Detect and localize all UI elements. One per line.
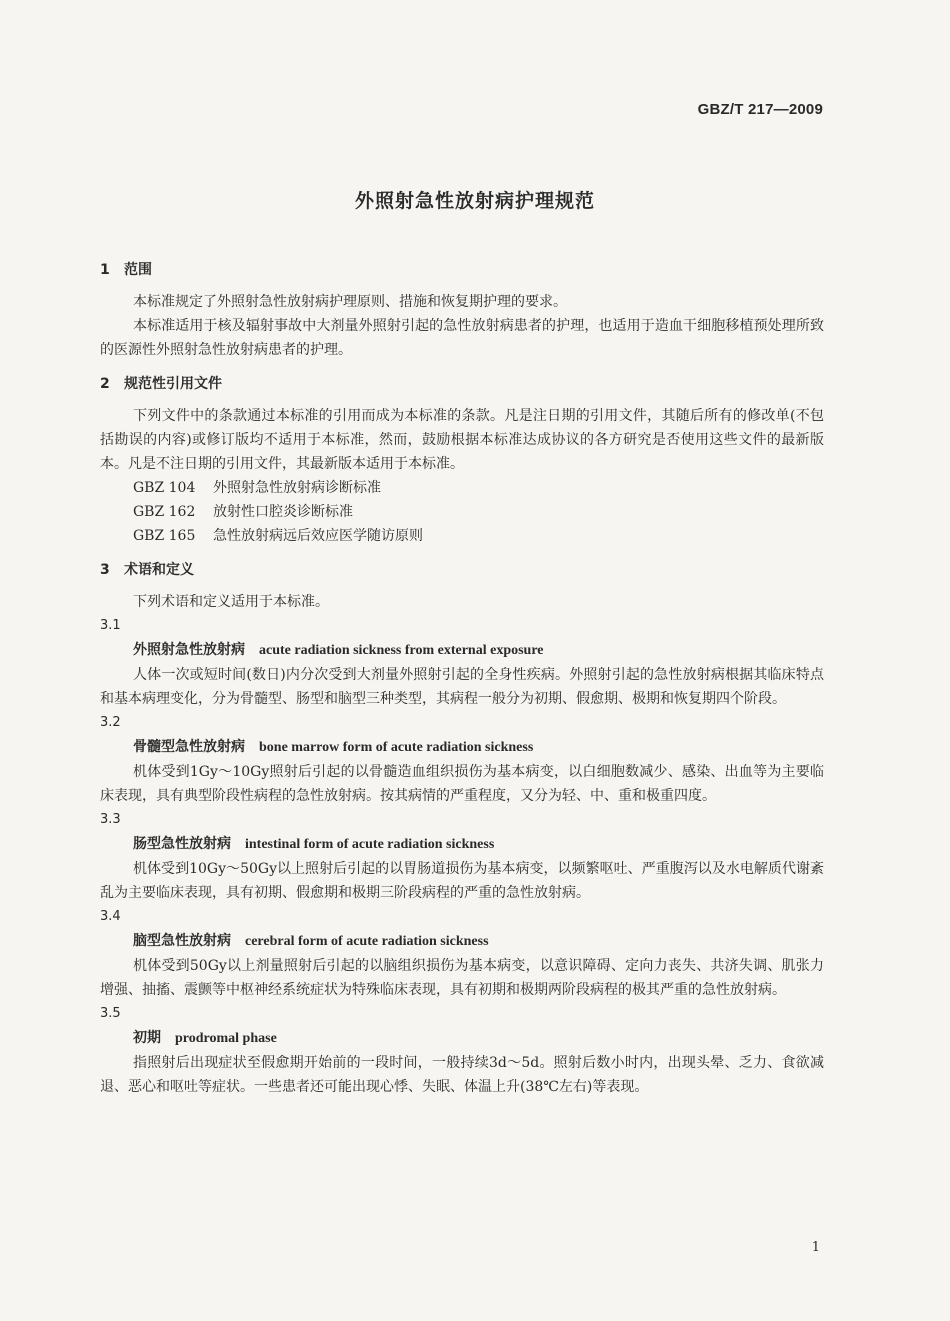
- section-heading-normative-references: [100, 372, 824, 396]
- section-number: 1: [100, 262, 110, 278]
- reference-code: GBZ 104: [133, 480, 196, 496]
- section-number: 2: [100, 376, 110, 392]
- reference-code: GBZ 165: [133, 528, 196, 544]
- paragraph: 下列文件中的条款通过本标准的引用而成为本标准的条款。凡是注日期的引用文件，其随后所有的修改单(不包括勘误的内容)或修订版均不适用于本标准，然而，鼓励根据本标准达成协议的各方研究是否使用这些文件的最新版本。凡是不注日期的引用文件，其最新版本适用于本标准。: [100, 408, 824, 472]
- paragraph: 本标准规定了外照射急性放射病护理原则、措施和恢复期护理的要求。: [133, 294, 567, 310]
- term-entry: [100, 735, 824, 760]
- term-number: 3.4: [100, 909, 121, 924]
- standard-number: GBZ/T 217—2009: [697, 101, 823, 118]
- reference-item: [100, 500, 824, 524]
- term-english: cerebral form of acute radiation sickness: [245, 934, 489, 949]
- paragraph: 下列术语和定义适用于本标准。: [133, 594, 329, 610]
- reference-title: 急性放射病远后效应医学随访原则: [213, 528, 423, 544]
- term-english: intestinal form of acute radiation sickness: [245, 837, 495, 852]
- term-chinese: 骨髓型急性放射病: [133, 739, 245, 755]
- term-number: 3.3: [100, 812, 121, 827]
- term-number: 3.5: [100, 1006, 121, 1021]
- term-entry: [100, 638, 824, 663]
- term-chinese: 肠型急性放射病: [133, 836, 231, 852]
- reference-title: 外照射急性放射病诊断标准: [213, 480, 381, 496]
- term-entry: [100, 929, 824, 954]
- term-chinese: 脑型急性放射病: [133, 933, 231, 949]
- term-definition: 机体受到1Gy～10Gy照射后引起的以骨髓造血组织损伤为基本病变，以白细胞数减少、感染、出血等为主要临床表现，具有典型阶段性病程的急性放射病。按其病情的严重程度，又分为轻、中、重和极重四度。: [100, 764, 824, 804]
- section-heading-terms-definitions: [100, 558, 824, 582]
- section-heading-scope: [100, 258, 824, 282]
- section-number: 3: [100, 562, 110, 578]
- document-body: [100, 258, 824, 1099]
- term-entry: [100, 1026, 824, 1051]
- term-entry: [100, 832, 824, 857]
- document-title: 外照射急性放射病护理规范: [354, 190, 595, 212]
- term-chinese: 初期: [133, 1030, 161, 1046]
- term-number: 3.2: [100, 715, 121, 730]
- term-definition: 机体受到10Gy～50Gy以上照射后引起的以胃肠道损伤为基本病变，以频繁呕吐、严重腹泻以及水电解质代谢紊乱为主要临床表现，具有初期、假愈期和极期三阶段病程的严重的急性放射病。: [100, 861, 824, 901]
- reference-title: 放射性口腔炎诊断标准: [213, 504, 353, 520]
- reference-item: [100, 476, 824, 500]
- term-number: 3.1: [100, 618, 121, 633]
- page-number: 1: [811, 1240, 820, 1255]
- reference-item: [100, 524, 824, 548]
- reference-code: GBZ 162: [133, 504, 196, 520]
- term-english: bone marrow form of acute radiation sickness: [259, 740, 534, 755]
- term-english: prodromal phase: [175, 1031, 277, 1046]
- paragraph: 本标准适用于核及辐射事故中大剂量外照射引起的急性放射病患者的护理，也适用于造血干细胞移植预处理所致的医源性外照射急性放射病患者的护理。: [100, 318, 824, 358]
- section-title: 规范性引用文件: [124, 376, 222, 392]
- term-chinese: 外照射急性放射病: [133, 642, 245, 658]
- section-title: 范围: [124, 262, 152, 278]
- term-definition: 机体受到50Gy以上剂量照射后引起的以脑组织损伤为基本病变，以意识障碍、定向力丧失、共济失调、肌张力增强、抽搐、震颤等中枢神经系统症状为特殊临床表现，具有初期和极期两阶段病程的极其严重的急性放射病。: [100, 958, 824, 998]
- term-definition: 指照射后出现症状至假愈期开始前的一段时间，一般持续3d～5d。照射后数小时内，出现头晕、乏力、食欲减退、恶心和呕吐等症状。一些患者还可能出现心悸、失眠、体温上升(38℃左右)等表现。: [100, 1055, 824, 1095]
- term-english: acute radiation sickness from external exposure: [259, 643, 544, 658]
- section-title: 术语和定义: [124, 562, 194, 578]
- term-definition: 人体一次或短时间(数日)内分次受到大剂量外照射引起的全身性疾病。外照射引起的急性放射病根据其临床特点和基本病理变化，分为骨髓型、肠型和脑型三种类型，其病程一般分为初期、假愈期、极期和恢复期四个阶段。: [100, 667, 824, 707]
